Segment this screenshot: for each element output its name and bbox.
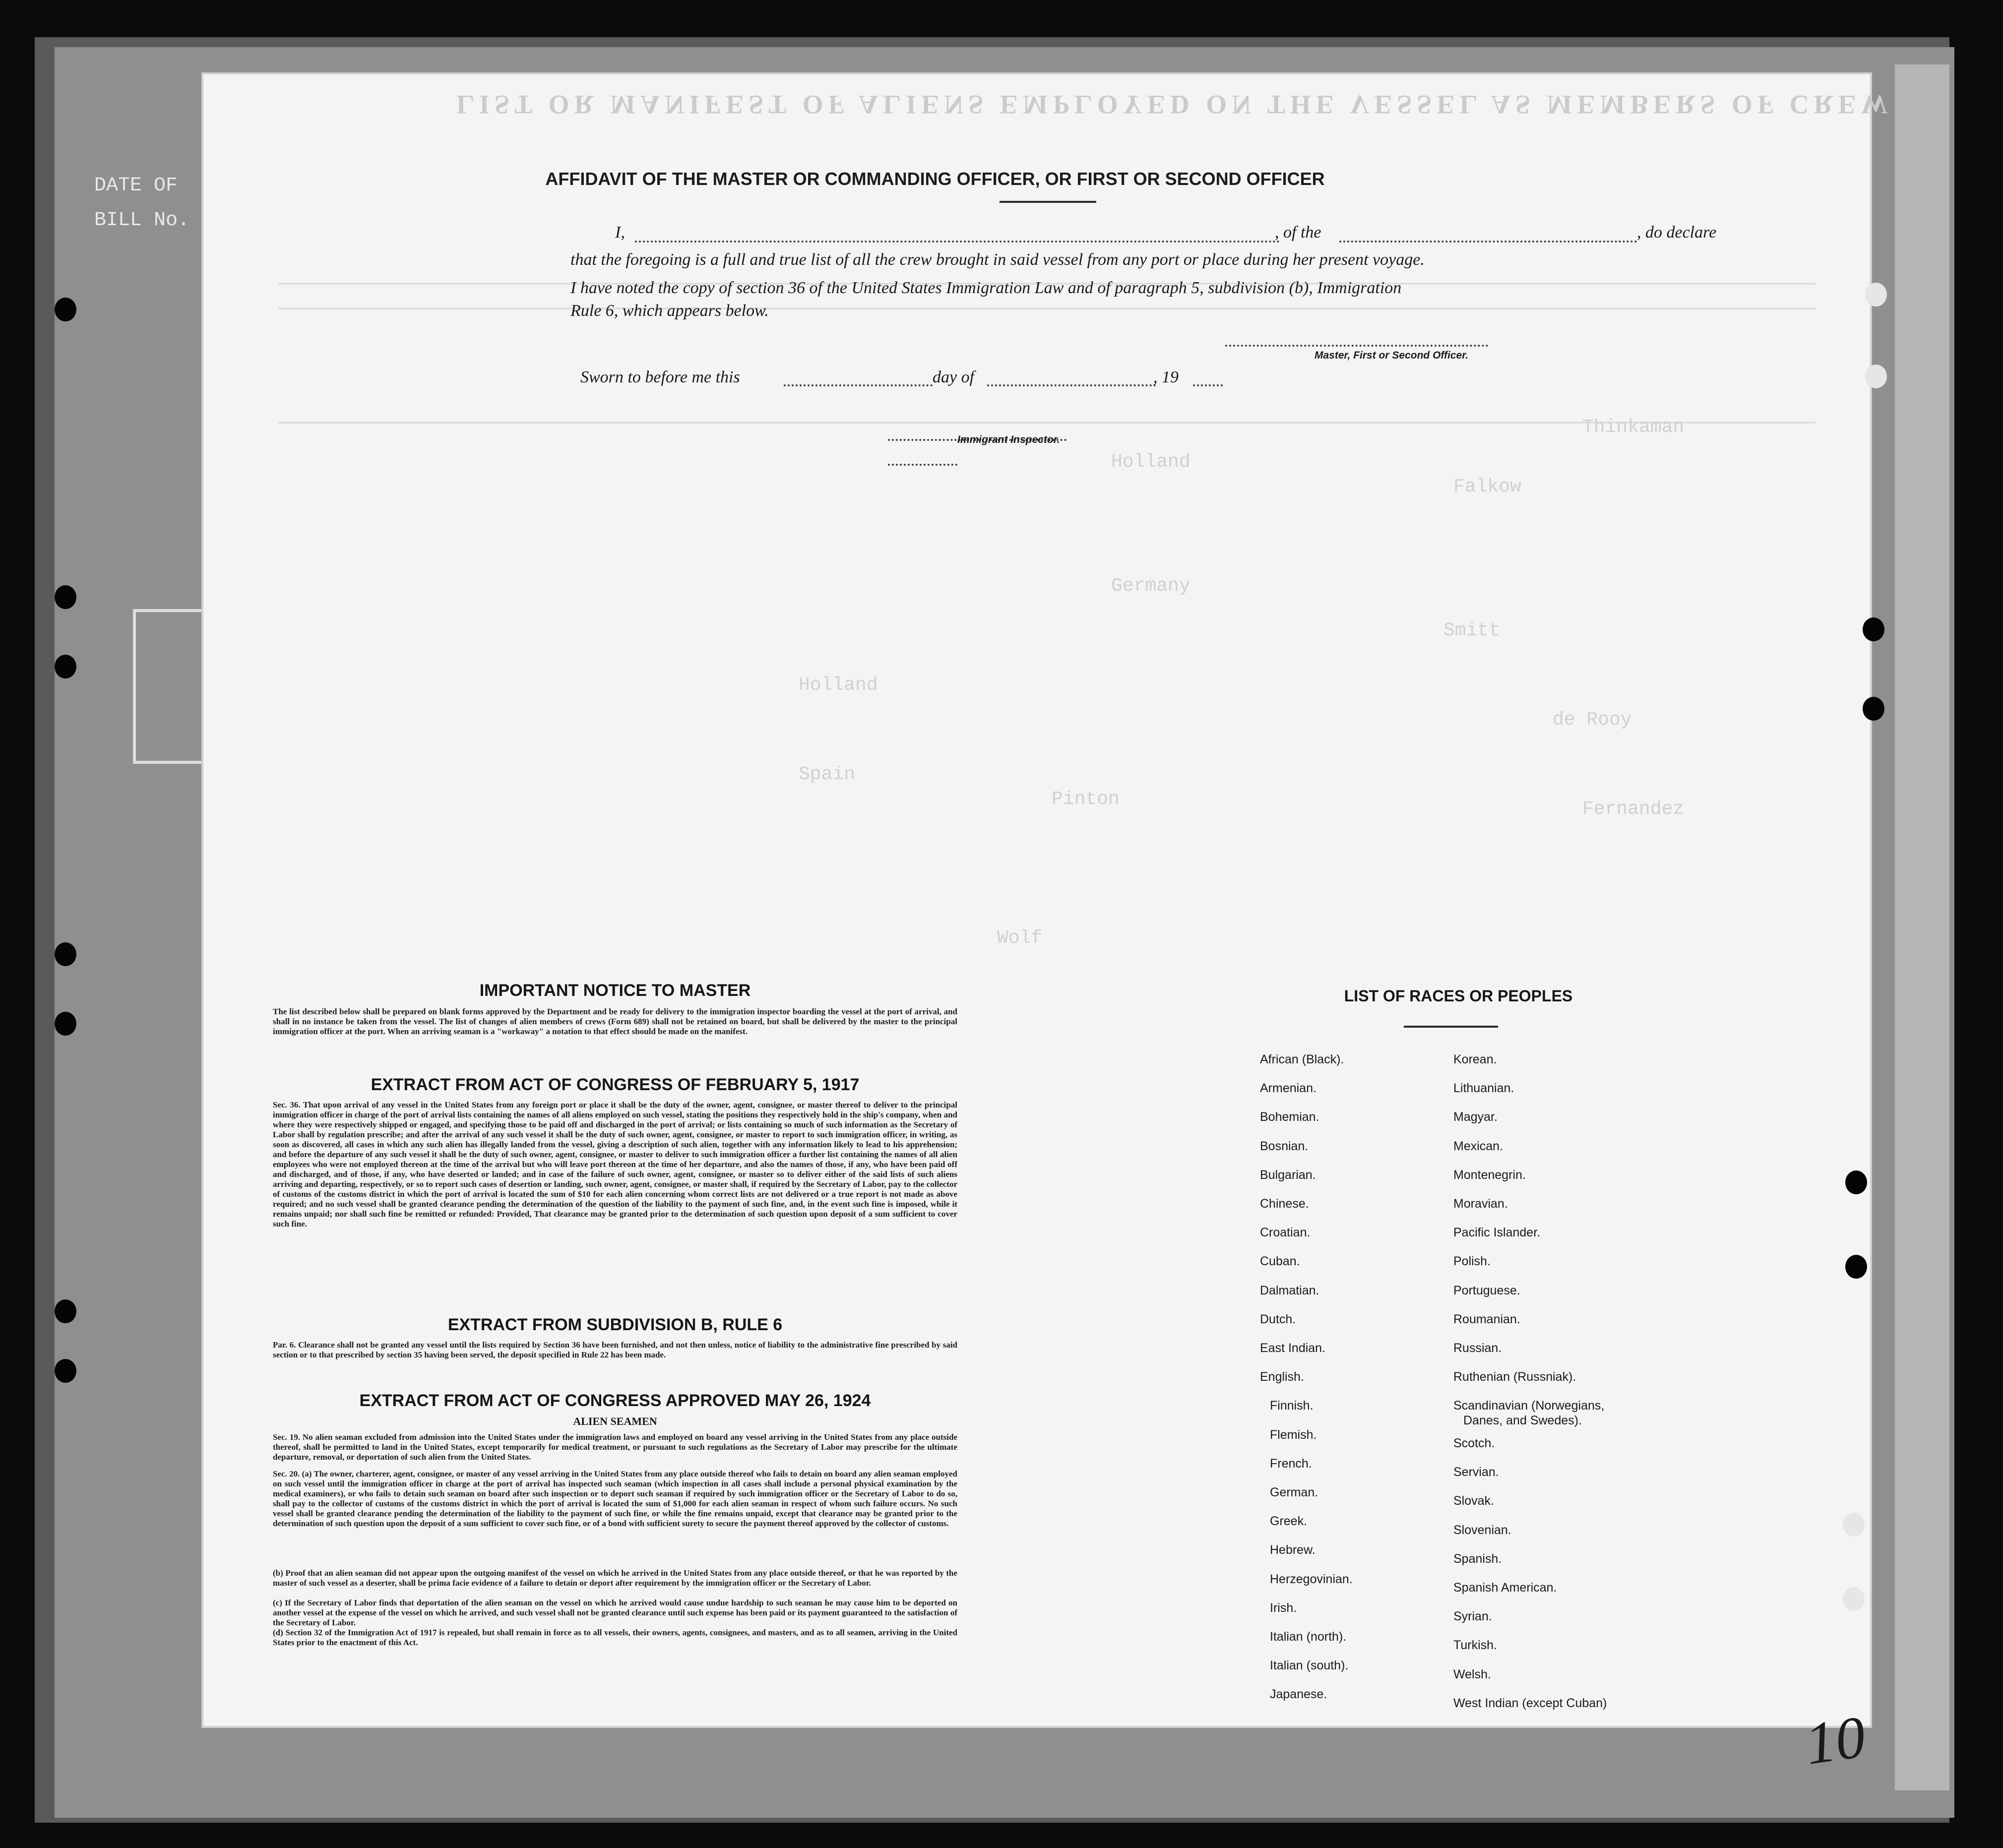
affidavit-declare-label: , do declare xyxy=(1637,223,1717,242)
race-item: Russian. xyxy=(1453,1341,1502,1355)
race-item: Korean. xyxy=(1453,1052,1497,1066)
sworn-prefix: Sworn to before me this xyxy=(580,368,740,386)
punch-hole xyxy=(1865,283,1887,307)
races-heading: LIST OF RACES OR PEOPLES xyxy=(1344,987,1573,1005)
race-item: Moravian. xyxy=(1453,1197,1508,1211)
document-page xyxy=(203,74,1893,1777)
race-item: Scandinavian (Norwegians, xyxy=(1453,1399,1605,1413)
extract-1924-sec20c: (c) If the Secretary of Labor finds that deportation of the alien seaman on the vessel on which he arrived would cause undue hardship to such seaman he may cause him to be deported on another vessel at the expense of the vessel on which he arrived, and such vessel shall not be granted clearance until such expense has been paid or its payment guaranteed to the satisfaction of the Secretary of Labor. xyxy=(273,1598,957,1627)
affidavit-i-label: I, xyxy=(615,223,625,242)
punch-hole xyxy=(1843,1587,1865,1611)
race-item: Italian (south). xyxy=(1270,1659,1349,1673)
sworn-year-label: , 19 xyxy=(1153,368,1179,386)
race-item: Roumanian. xyxy=(1453,1312,1520,1326)
race-item: Greek. xyxy=(1270,1514,1308,1529)
extract-rule6-text: Par. 6. Clearance shall not be granted any vessel until the lists required by Section 36 have been furnished, and not then unless, notice of liability to the administrative fine prescribed by said section or to that prescribed by section 35 having been served, the deposit specified in Rule 22 has been made. xyxy=(273,1340,957,1359)
affidavit-line-4: Rule 6, which appears below. xyxy=(570,302,769,320)
race-item: German. xyxy=(1270,1485,1318,1499)
background-sheet-edge xyxy=(1895,64,1949,1790)
extract-1924-sec19: Sec. 19. No alien seaman excluded from admission into the United States under the immigration laws and employed on board any vessel arriving in the United States from any place outside thereof, shall be permitted to land in the United States, except temporarily for medical treatment, or pursuant to such regulations as the Secretary of Labor may prescribe for the ultimate departure, removal, or deportation of such alien from the United States. xyxy=(273,1432,957,1462)
race-item: Flemish. xyxy=(1270,1427,1317,1442)
race-item: Turkish. xyxy=(1453,1638,1497,1653)
page-number-mark: 10 xyxy=(1801,1703,1870,1777)
race-item: Dutch. xyxy=(1260,1312,1296,1326)
race-item: Lithuanian. xyxy=(1453,1081,1514,1096)
affidavit-line-2: that the foregoing is a full and true list of all the crew brought in said vessel from any port or place during her present voyage. xyxy=(570,250,1425,269)
affidavit-line-3: I have noted the copy of section 36 of the United States Immigration Law and of paragraph 5, subdivision (b), Immigration xyxy=(570,279,1402,297)
race-item: Hebrew. xyxy=(1270,1543,1315,1557)
race-item: French. xyxy=(1270,1456,1312,1471)
race-item: Japanese. xyxy=(1270,1687,1327,1702)
inspector-caption: Immigrant Inspector. xyxy=(957,434,1060,445)
sworn-month-line[interactable] xyxy=(987,384,1156,386)
left-margin-strip xyxy=(94,169,208,377)
affidavit-title: AFFIDAVIT OF THE MASTER OR COMMANDING OFFICER, OR FIRST OR SECOND OFFICER xyxy=(545,169,1325,189)
extract-rule6-heading: EXTRACT FROM SUBDIVISION B, RULE 6 xyxy=(447,1315,783,1334)
punch-hole xyxy=(55,585,76,609)
punch-hole xyxy=(1845,1170,1867,1194)
race-item: East Indian. xyxy=(1260,1341,1326,1355)
race-item: Irish. xyxy=(1270,1601,1297,1615)
sworn-day-line[interactable] xyxy=(784,384,933,386)
bleed-through-text: Falkow xyxy=(1453,476,1521,497)
notice-heading: IMPORTANT NOTICE TO MASTER xyxy=(479,981,751,1000)
extract-1917-heading: EXTRACT FROM ACT OF CONGRESS OF FEBRUARY 5, 1917 xyxy=(371,1075,860,1094)
punch-hole xyxy=(55,655,76,678)
affidavit-of-label: , of the xyxy=(1275,223,1321,242)
race-item: Croatian. xyxy=(1260,1226,1311,1240)
bleed-through-text: Holland xyxy=(799,675,878,696)
bleed-through-text: Thinkaman xyxy=(1582,417,1685,438)
race-item: Bohemian. xyxy=(1260,1110,1319,1124)
punch-hole xyxy=(55,1299,76,1323)
race-item: Slovenian. xyxy=(1453,1523,1511,1537)
extract-1924-sec20d: (d) Section 32 of the Immigration Act of 1917 is repealed, but shall remain in force as to all vessels, their owners, agents, consignees, and masters, and as to all seamen, arriving in the United States prior to the enactment of this Act. xyxy=(273,1628,957,1647)
race-item: Scotch. xyxy=(1453,1436,1495,1451)
master-signature-line[interactable] xyxy=(1225,345,1488,347)
race-item: African (Black). xyxy=(1260,1052,1344,1066)
punch-hole xyxy=(55,1359,76,1383)
bleed-through-text: Holland xyxy=(1111,451,1190,473)
master-caption: Master, First or Second Officer. xyxy=(1314,350,1469,361)
race-item: Armenian. xyxy=(1260,1081,1316,1096)
race-item: Finnish. xyxy=(1270,1399,1314,1413)
race-item: Montenegrin. xyxy=(1453,1168,1526,1182)
bleed-through-rule xyxy=(278,308,1815,309)
extract-1924-sec20a: Sec. 20. (a) The owner, charterer, agent, consignee, or master of any vessel arriving in the United States from any place outside thereof who fails to detain on board any alien seaman employed on such vessel until the immigration officer in charge at the port of arrival has inspected such seaman (which inspection in all cases shall include a personal physical examination by the medical examiners), or who fails to detain such seaman on board after such inspection or to deport such seaman if required by such immigration officer or the Secretary of Labor to do so, shall pay to the collector of customs of the customs district in which the port of arrival is located the sum of $1,000 for each alien seaman in respect of whom such failure occurs. No such vessel shall be granted clearance pending the determination of the liability to the payment of such fine, or while the fine remains unpaid, except that clearance may be granted prior to the determination of such question upon the deposit of a sum sufficient to cover such fine, or of a bond with sufficient surety to secure the payment thereof approved by the collector of customs. xyxy=(273,1469,957,1528)
race-item: Slovak. xyxy=(1453,1494,1494,1508)
bleed-through-text: Spain xyxy=(799,764,856,785)
notice-text: The list described below shall be prepared on blank forms approved by the Department and be ready for delivery to the immigration inspector boarding the vessel at the port of arrival, and shall in no instance be taken from the vessel. The list of changes of alien members of crews (Form 689) shall not be retained on board, but shall be delivered by the master to the principal immigration officer at the port. When an arriving seaman is a "workaway" a notation to that effect should be made on the manifest. xyxy=(273,1007,957,1036)
race-item: Mexican. xyxy=(1453,1139,1503,1153)
race-item: Ruthenian (Russniak). xyxy=(1453,1370,1576,1384)
bleed-through-text: Smitt xyxy=(1443,620,1501,641)
race-item: Cuban. xyxy=(1260,1254,1300,1269)
race-item: Polish. xyxy=(1453,1254,1491,1269)
bleed-through-text: Wolf xyxy=(997,927,1043,949)
race-item: Welsh. xyxy=(1453,1667,1491,1681)
punch-hole xyxy=(1863,617,1884,641)
race-item: Portuguese. xyxy=(1453,1283,1520,1297)
race-item: Magyar. xyxy=(1453,1110,1498,1124)
punch-hole xyxy=(55,298,76,321)
race-item: Bulgarian. xyxy=(1260,1168,1316,1182)
extract-1924-heading: EXTRACT FROM ACT OF CONGRESS APPROVED MAY 26, 1924 xyxy=(359,1391,871,1410)
punch-hole xyxy=(1865,365,1887,388)
extract-1917-text: Sec. 36. That upon arrival of any vessel in the United States from any foreign port or place it shall be the duty of the owner, agent, consignee, or master thereof to deliver to the principal immigration officer in charge of the port of arrival lists containing the names of all aliens employed on such vessel, stating the positions they respectively hold in the ship's company, when and where they were respectively shipped or engaged, and specifying those to be paid off and discharged in the port of arrival; or lists containing so much of such information as the Secretary of Labor shall by regulation prescribe; and after the arrival of any such vessel it shall be the duty of such owner, agent, consignee, or master to report to such immigration officer, in writing, as soon as discovered, all cases in which any such alien has illegally landed from the vessel, giving a description of such alien, together with any information likely to lead to his apprehension; and before the departure of any such vessel it shall be the duty of such owner, agent, consignee, or master to deliver to such immigration officer a further list containing the names of all alien employees who were not employed thereon at the time of the arrival but who will leave port thereon at the time of her departure, and also the names of those, if any, who have been paid off and discharged, and of those, if any, who have deserted or landed; and in case of the failure of such owner, agent, consignee, or master so to deliver either of the said lists of such aliens arriving and departing, respectively, or so to report such cases of desertion or landing, such owner, agent, consignee, or master shall, if required by the Secretary of Labor, pay to the collector of customs of the customs district in which the port of arrival is located the sum of $10 for each alien concerning whom correct lists are not delivered or a true report is not made as above required; and no such vessel shall be granted clearance pending the determination of the question of the liability to the payment of such fine, and, in the event such fine is imposed, while it remains unpaid; nor shall such fine be remitted or refunded: Provided, That clearance may be granted prior to the determination of such question upon deposit of a sum sufficient to cover such fine. xyxy=(273,1100,957,1229)
race-item: English. xyxy=(1260,1370,1304,1384)
vessel-name-line[interactable] xyxy=(1339,241,1637,243)
race-item: Pacific Islander. xyxy=(1453,1226,1541,1240)
punch-hole xyxy=(1843,1513,1865,1537)
race-item: Chinese. xyxy=(1260,1197,1309,1211)
punch-hole xyxy=(1845,1255,1867,1279)
race-item: Danes, and Swedes). xyxy=(1463,1413,1582,1427)
inspector-short-line[interactable] xyxy=(888,464,957,466)
race-item: Bosnian. xyxy=(1260,1139,1309,1153)
title-underline xyxy=(1000,201,1096,203)
bleed-through-text: Pinton xyxy=(1052,789,1120,810)
race-item: Italian (north). xyxy=(1270,1630,1347,1644)
alien-seamen-subheading: ALIEN SEAMEN xyxy=(573,1415,657,1427)
punch-hole xyxy=(55,1012,76,1036)
bleed-through-text: Fernandez xyxy=(1582,799,1685,820)
race-item: Syrian. xyxy=(1453,1609,1492,1624)
margin-stamp xyxy=(133,609,213,764)
bleed-through-title: LIST OR MANIFEST OF ALIENS EMPLOYED ON THE VESSEL AS MEMBERS OF CREW xyxy=(456,90,1893,120)
bleed-through-text: de Rooy xyxy=(1553,709,1632,731)
race-item: Herzegovinian. xyxy=(1270,1572,1353,1586)
punch-hole xyxy=(1863,697,1884,721)
bleed-through-text: Germany xyxy=(1111,575,1190,597)
left-margin-line-2: BILL No. xyxy=(94,209,190,232)
races-underline xyxy=(1404,1026,1498,1028)
sworn-day-label: day of xyxy=(933,368,975,386)
race-item: Dalmatian. xyxy=(1260,1283,1319,1297)
race-item: Servian. xyxy=(1453,1465,1499,1479)
extract-1924-sec20b: (b) Proof that an alien seaman did not appear upon the outgoing manifest of the vessel on which he arrived in the United States from any place outside thereof, or that he was reported by the master of such vessel as a deserter, shall be prima facie evidence of a failure to detain or deport after requirement by the immigration officer or the Secretary of Labor. xyxy=(273,1568,957,1588)
master-name-line[interactable] xyxy=(635,241,1280,243)
left-margin-line-1: DATE OF xyxy=(94,175,178,197)
race-item: Spanish American. xyxy=(1453,1581,1557,1595)
punch-hole xyxy=(55,942,76,966)
sworn-year-line[interactable] xyxy=(1193,384,1223,386)
race-item: Spanish. xyxy=(1453,1551,1502,1566)
race-item: West Indian (except Cuban) xyxy=(1453,1696,1607,1710)
